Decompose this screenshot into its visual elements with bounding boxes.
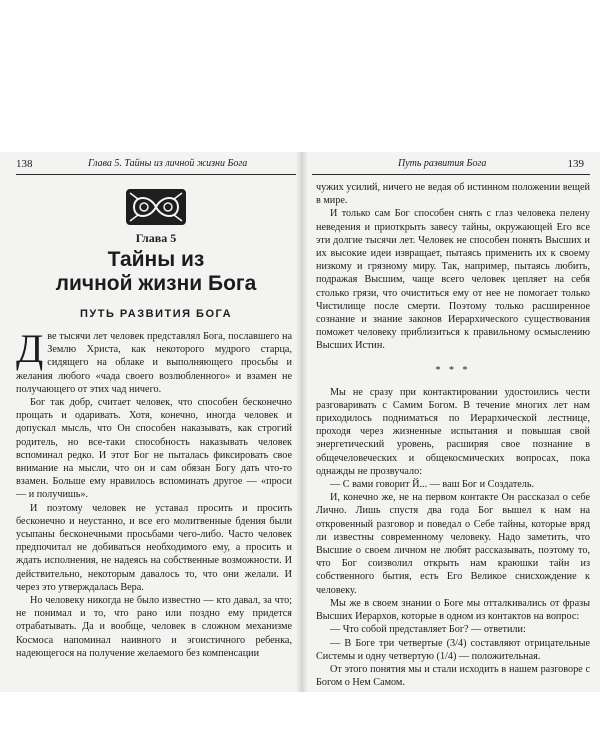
paragraph: — В Боге три четвертые (3/4) составляют отрицательные Системы и одну четвертую (1/4) — положительная. — [316, 637, 590, 662]
book-gutter — [296, 152, 308, 692]
paragraph: От этого понятия мы и стали исходить в нашем разговоре с Богом о Нем Самом. — [316, 663, 590, 689]
paragraph: Мы же в своем знании о Боге мы отталкивались от фразы Высших Иерархов, которые в одном из контактов на вопрос: — [316, 597, 590, 623]
drop-cap: Д — [16, 326, 44, 371]
paragraph: Мы не сразу при контактировании удостоились чести разговаривать с Самим Богом. В течение многих лет нам приходилось подниматься по Иерархической лестнице, проходя через жизненные испытания и повышая свой энергетический уровень, расширяя свое познание в общечеловеческих и общекосмических вопросах, пока однажды не прозвучало: — [316, 386, 590, 477]
section-title: ПУТЬ РАЗВИТИЯ БОГА — [79, 308, 233, 320]
running-head: Путь развития Бога — [398, 158, 487, 169]
right-body-text — [312, 181, 590, 689]
running-head: Глава 5. Тайны из личной жизни Бога — [88, 158, 248, 169]
left-page-header — [16, 152, 296, 175]
paragraph: И только сам Бог способен снять с глаз человека пелену неведения и приоткрыть завесу тайны, окружающей Его все эти долгие тысячи лет. Человек не способен понять Высших и их высокие идеи извращает, пытаясь применить их к своему низкому и грязному миру. Так, например, пытаясь любить, подражая Высшим, чаще всего человек цепляет на себя столько грязи, что очиститься ему от нее не помогает только Чистилище после смерти. Поэтому только расширенное сознание и знание законов Иерархического существования поможет человеку приблизиться к правильному осмыслению Высших Истин. — [316, 208, 590, 352]
paragraph: Но человеку никогда не было известно — кто давал, за что; не понимал и то, что рано или поздно ему придется отрабатывать. Да и вообще, человек в сложном механизме Космоса напоминал наивного и эгоистичного ребенка, надеющегося на получение желаемого без компенсации — [16, 595, 292, 659]
paragraph: — С вами говорит Й... — ваш Бог и Создатель. — [330, 479, 535, 491]
paragraph: чужих усилий, ничего не ведая об истинном положении вещей в мире. — [316, 182, 590, 207]
paragraph: Бог так добр, считает человек, что способен бесконечно прощать и одаривать. Хотя, конечно, иногда человек и допускал мысль, что Он способен наказывать, как строгий родитель, но все-таки способность наказывать человек вспоминал редко. И этот Бог не пыталась фиксировать свое внимание на мысли, что он и сам обязан Богу дать что-то взамен. Больше ему нравилось вспоминать другое — «проси — и получишь». — [16, 397, 292, 501]
chapter-label: Глава 5 — [135, 231, 177, 245]
right-page-header — [312, 152, 590, 175]
left-page — [16, 152, 296, 692]
left-body-text — [16, 326, 296, 660]
page-number: 139 — [567, 158, 584, 170]
paragraph: — Что собой представляет Бог? — ответили: — [330, 624, 526, 636]
paragraph — [16, 326, 292, 396]
celtic-knot-ornament-icon — [124, 187, 188, 227]
page-number: 138 — [16, 158, 33, 170]
chapter-title — [16, 248, 296, 296]
paragraph: И поэтому человек не уставал просить и просить бесконечно и неустанно, и все его молитвенные бдения были усыпаны бесконечными просьбами чего-либо. Часто человек предпочитал не добиваться необходимого ему, а просить и ждать исполнения, не надеясь на собственные возможности. И действительно, некоторым давалось то, что они желали. И через это утверждалась Вера. — [16, 502, 292, 593]
paragraph: И, конечно же, не на первом контакте Он рассказал о себе Лично. Лишь спустя два года Бог вышел к нам на откровенный разговор и поведал о Себе тайны, которые вряд ли известны современному человеку. Надо заметить, что Высшие о своем личном не любят рассказывать, поэтому то, что Бог соизволил открыть нам краюшки тайн из собственного бытия, есть Его Великое снисхождение к человеку. — [316, 492, 590, 596]
paragraph-text: ве тысячи лет человек представлял Бога, пославшего на Землю Христа, как некоторого мудрого старца, сидящего на облаке и выполняющего просьбы и желания любого «чада своего возлюбленного» и взамен не получающего от этих чад ничего. — [16, 331, 292, 395]
chapter-title-line-1: Тайны из — [107, 248, 205, 271]
section-separator: * * * — [435, 364, 471, 376]
chapter-title-line-2: личной жизни Бога — [55, 272, 257, 295]
right-page — [312, 152, 590, 692]
